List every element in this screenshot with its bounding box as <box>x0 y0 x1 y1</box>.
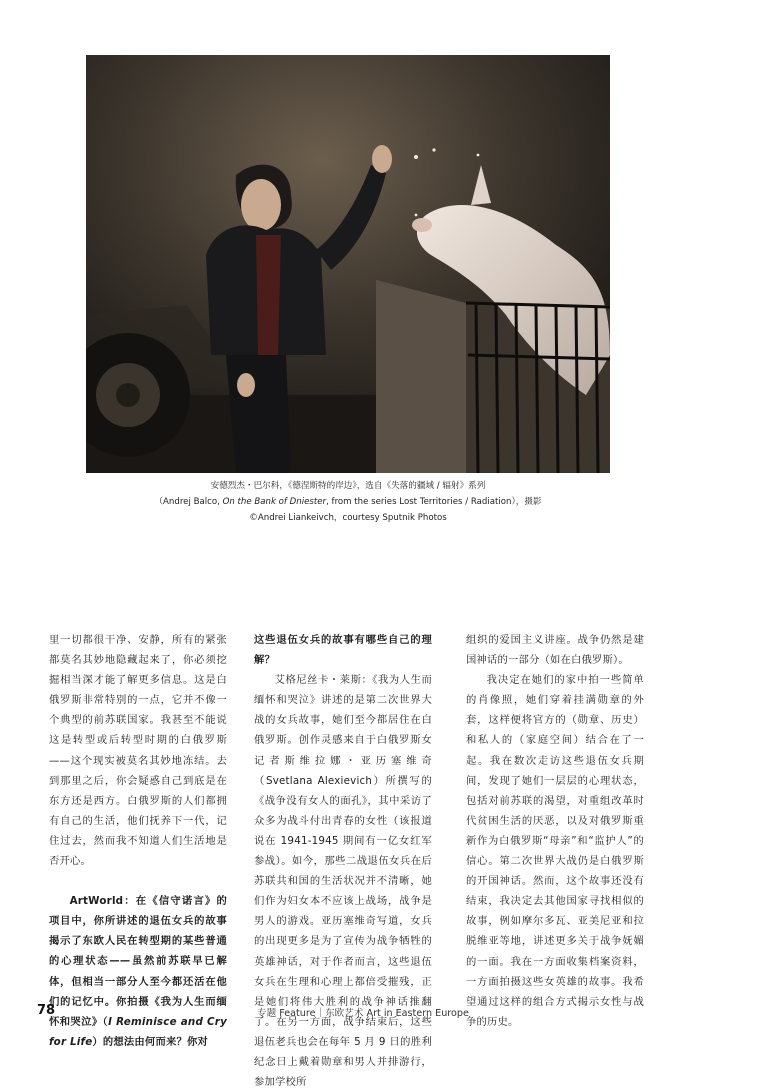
photo-artwork <box>86 55 610 473</box>
running-footer: 专题 Feature｜东欧艺术 Art in Eastern Europe <box>257 1008 469 1019</box>
caption-line-1: 安德烈杰・巴尔科，《德涅斯特的岸边》，选自《失落的疆域 / 辐射》系列 <box>210 481 486 491</box>
text-column-3 <box>466 630 644 1032</box>
question-text-a: ArtWorld：在《信守诺言》的项目中，你所讲述的退伍女兵的故事揭示了东欧人民在转型期的某些普通的心理状态——虽然前苏联早已解体，但相当一部分人至今都还活在他们的记忆中。你拍摄《我为人生而缅怀和哭泣》（ <box>49 895 227 1028</box>
caption-line-2 <box>86 494 610 510</box>
caption-work-title: On the Bank of Dniester <box>222 497 327 507</box>
answer-paragraph: 艾格尼丝卡・莱斯：《我为人生而缅怀和哭泣》讲述的是第二次世界大战的女兵故事，她们至今都居住在白俄罗斯。创作灵感来自于白俄罗斯女记者斯维拉娜・亚历塞维奇（Svetlana Alexievich）所撰写的《战争没有女人的面孔》，其中采访了众多为战斗付出青春的女性（该报道说在 1941-1945 期间有一亿女红军参战）。如今，那些二战退伍女兵在后苏联共和国的生活状况并不清晰，她们作为妇女本不应该上战场，战争是男人的游戏。亚历塞维奇写道，女兵的出现更多是为了宣传为战争牺牲的英雄神话，对于作者而言，这些退伍女兵在生理和心理上都倍受摧残，正是她们将伟大胜利的战争神话推翻了。在另一方面，战争结束后，这些退伍老兵也会在每年 5 月 9 日的胜利纪念日上戴着勋章和男人并排游行，参加学校所 <box>254 674 432 1089</box>
caption-line-2-post: , from the series Lost Territories / Radiation），摄影 <box>326 497 542 507</box>
text-column-1 <box>49 630 227 1052</box>
text-column-2 <box>254 630 432 1092</box>
question-continued-text: 这些退伍女兵的故事有哪些自己的理解？ <box>254 634 432 667</box>
body-paragraph: 里一切都很干净、安静，所有的紧张都莫名其妙地隐藏起来了，你必须挖掘相当深才能了解更多信息。这是白俄罗斯非常特别的一点，它并不像一个典型的前苏联国家。我甚至不能说这是转型或后转型时期的白俄罗斯——这个现实被莫名其妙地冻结。去到那里之后，你会疑惑自己到底是在东方还是西方。白俄罗斯的人们都拥有自己的生活，他们抚养下一代，记住过去，然而我不知道人们生活地是否开心。 <box>49 634 227 868</box>
interview-question-continued <box>254 630 432 670</box>
paragraph-spacer <box>49 871 227 891</box>
body-paragraph: 我决定在她们的家中拍一些简单的肖像照，她们穿着挂满勋章的外套，这样便将官方的（勋章、历史）和私人的（家庭空间）结合在了一起。我在数次走访这些退伍女兵期间，发现了她们一层层的心理状态，包括对前苏联的渴望，对重组改革时代贫困生活的厌恶，以及对俄罗斯重新作为白俄罗斯“母亲”和“监护人”的信心。第二次世界大战仍是白俄罗斯的开国神话。然而，这个故事还没有结束，我决定去其他国家寻找相似的故事，例如摩尔多瓦、亚美尼亚和拉脱维亚等地，讲述更多关于战争妩媚的一面。我在一方面收集档案资料，一方面拍摄这些女英雄的故事。我希望通过这样的组合方式揭示女性与战争的历史。 <box>466 674 644 1028</box>
question-work-title: I Reminisce and Cry for Life <box>49 1015 228 1048</box>
interview-question <box>49 891 227 1052</box>
page-number: 78 <box>37 1003 56 1018</box>
body-paragraph-continued: 组织的爱国主义讲座。战争仍然是建国神话的一部分（如在白俄罗斯）。 <box>466 634 644 667</box>
photo-caption <box>86 478 610 526</box>
question-text-b: ）的想法由何而来？你对 <box>92 1035 208 1048</box>
caption-line-2-pre: （Andrej Balco, <box>154 497 223 507</box>
feature-photograph <box>86 55 610 473</box>
caption-line-3: ©Andrei Liankeivch，courtesy Sputnik Photos <box>249 513 447 523</box>
